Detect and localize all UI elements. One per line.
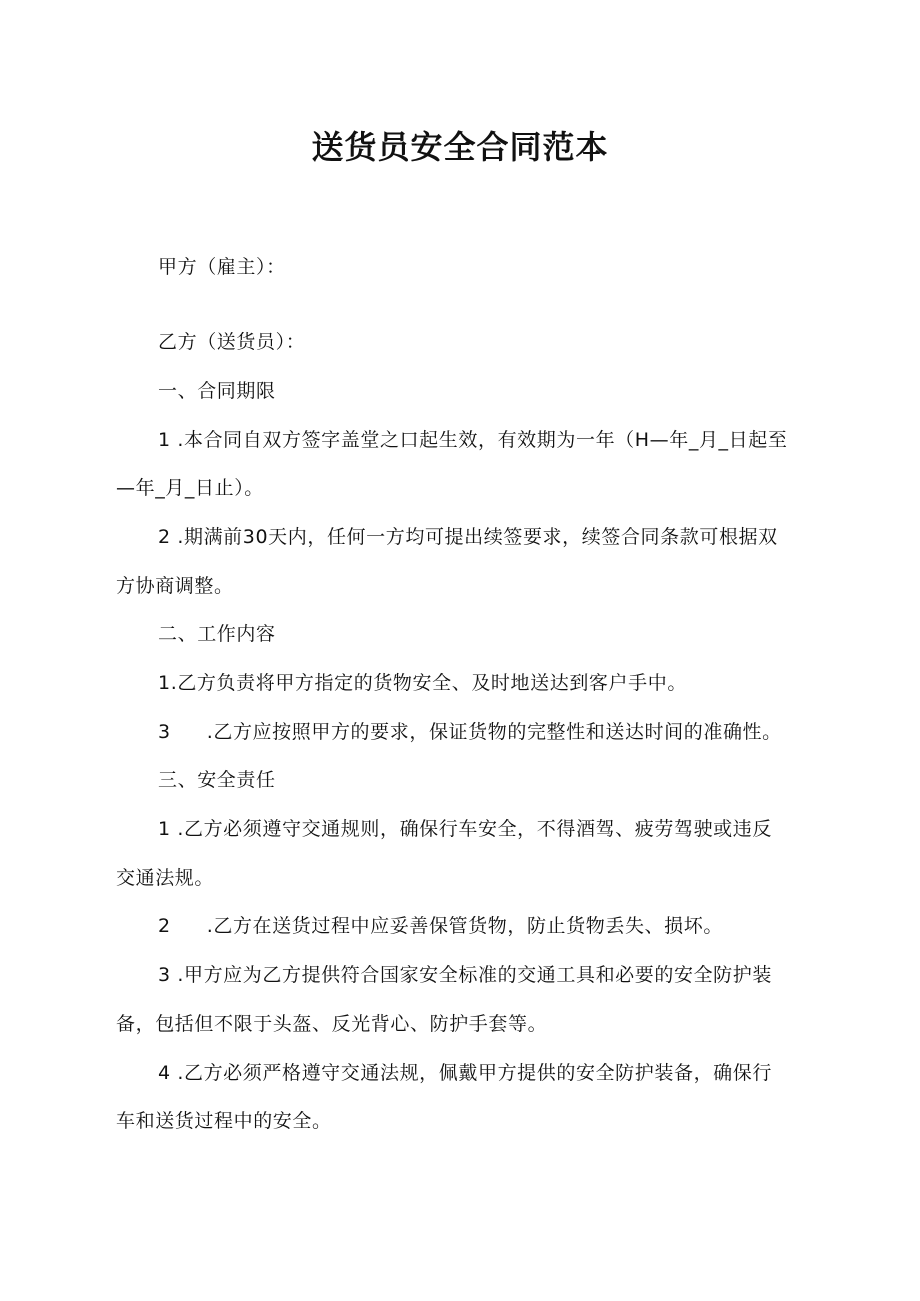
clause-3-4-line-1: 4 .乙方必须严格遵守交通法规，佩戴甲方提供的安全防护装备，确保行	[158, 1062, 772, 1084]
section-heading-safety: 三、安全责任	[158, 769, 276, 791]
clause-text: .乙方在送货过程中应妥善保管货物，防止货物丢失、损坏。	[206, 915, 723, 937]
party-b-label: 乙方（送货员）：	[158, 331, 306, 353]
clause-1-1-line-1: 1 .本合同自双方签字盖堂之口起生效，有效期为一年（H—年_月_日起至	[158, 429, 788, 451]
clause-3-3-line-1: 3 .甲方应为乙方提供符合国家安全标准的交通工具和必要的安全防护装	[158, 964, 772, 986]
clause-text: .乙方应按照甲方的要求，保证货物的完整性和送达时间的准确性。	[206, 721, 782, 743]
party-a-label: 甲方（雇主）：	[158, 256, 286, 278]
clause-2-2-line-1	[158, 718, 782, 746]
clause-3-1-line-2: 交通法规。	[116, 867, 215, 889]
clause-1-1-line-2: —年_月_日止）。	[116, 477, 264, 499]
clause-3-1-line-1: 1 .乙方必须遵守交通规则，确保行车安全，不得酒驾、疲劳驾驶或违反	[158, 818, 772, 840]
section-heading-work: 二、工作内容	[158, 623, 276, 645]
clause-1-2-line-1: 2 .期满前30天内，任何一方均可提出续签要求，续签合同条款可根据双	[158, 526, 778, 548]
clause-number: 2	[158, 915, 171, 937]
clause-2-1-line-1: 1.乙方负责将甲方指定的货物安全、及时地送达到客户手中。	[158, 672, 687, 694]
clause-3-2-line-1	[158, 912, 723, 940]
clause-3-3-line-2: 备，包括但不限于头盔、反光背心、防护手套等。	[116, 1013, 548, 1035]
clause-1-2-line-2: 方协商调整。	[116, 575, 234, 597]
page-title: 送货员安全合同范本	[311, 128, 609, 166]
clause-number: 3	[158, 721, 171, 743]
section-heading-term: 一、合同期限	[158, 380, 276, 402]
clause-3-4-line-2: 车和送货过程中的安全。	[116, 1110, 332, 1132]
